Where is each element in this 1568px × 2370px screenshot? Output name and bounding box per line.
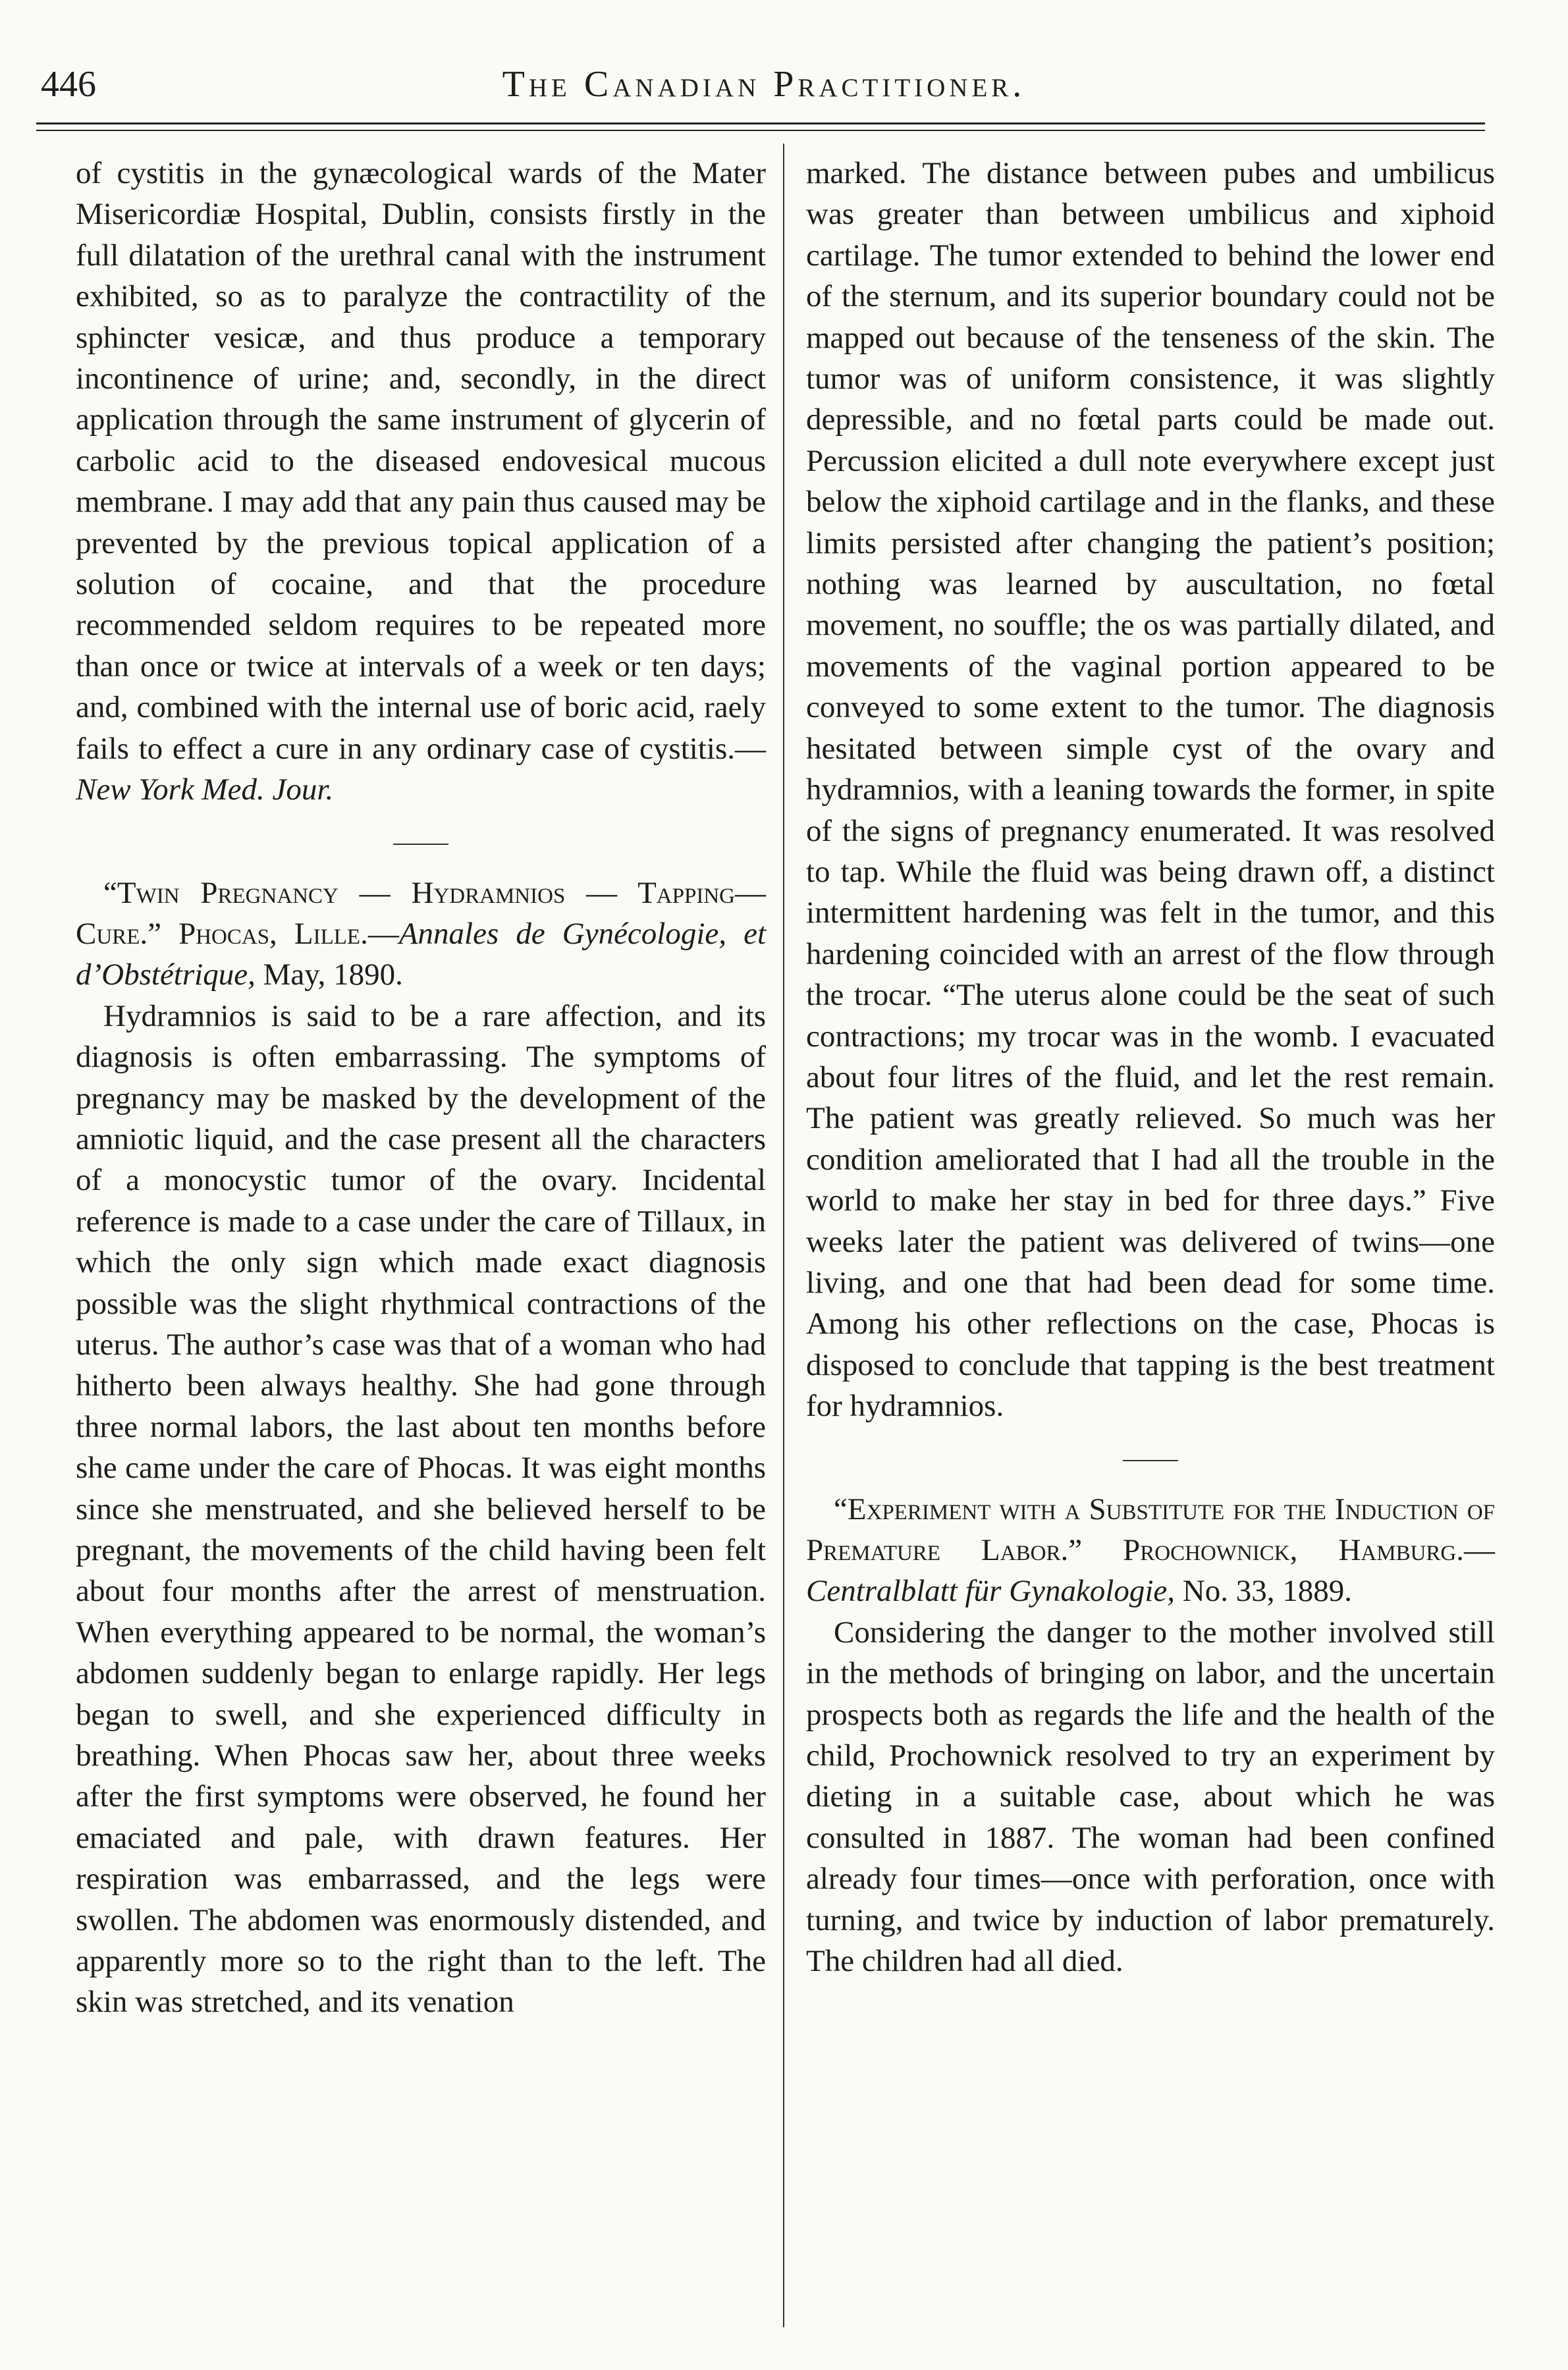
article-author: Phocas, Lille.—	[178, 916, 399, 951]
section-separator	[1123, 1460, 1178, 1461]
left-column	[76, 153, 766, 2023]
article-body-premature-labor: Considering the danger to the mother involved still in the methods of bringing on labor, and the uncertain prospects both as regards the life and the health of the child, Prochownick resolved to try an experiment by dieting in a suitable case, about which he was consulted in 1887. The woman had been confined already four times—once with perforation, once with turning, and twice by induction of labor prematurely. The children had all died.	[806, 1615, 1495, 1979]
article-date: No. 33, 1889.	[1182, 1574, 1352, 1609]
cystitis-source: New York Med. Jour.	[76, 772, 334, 807]
page-number: 446	[41, 64, 96, 105]
right-column	[806, 153, 1495, 1981]
article-title: “Experiment with a Substitute for the Induction of Premature Labor.”	[806, 1492, 1495, 1567]
article-journal: Centralblatt für Gynakologie,	[806, 1574, 1176, 1609]
header-double-rule	[36, 122, 1485, 131]
column-divider	[783, 144, 784, 2327]
cystitis-paragraph	[76, 153, 766, 811]
section-separator	[393, 844, 448, 845]
page-header	[41, 58, 1487, 111]
article-date: May, 1890.	[263, 957, 403, 992]
article-body-continued: marked. The distance between pubes and umbilicus was greater than between umbilicus and xiphoid cartilage. The tumor extended to behind the lower end of the sternum, and its superior boundary could not be mapped out because of the tenseness of the skin. The tumor was of uniform consistence, it was slightly depressible, and no fœtal parts could be made out. Percussion elicited a dull note everywhere except just below the xiphoid cartilage and in the flanks, and these limits persisted after changing the patient’s position; nothing was learned by auscultation, no fœtal movement, no souffle; the os was partially dilated, and movements of the vaginal portion appeared to be conveyed to some extent to the tumor. The diagnosis hesitated between simple cyst of the ovary and hydramnios, with a leaning towards the former, in spite of the signs of pregnancy enumerated. It was resolved to tap. While the fluid was being drawn off, a distinct intermittent hardening was felt in the tumor, and this hardening coincided with an arrest of the flow through the trocar. “The uterus alone could be the seat of such contractions; my trocar was in the womb. I evacuated about four litres of the fluid, and let the rest remain. The patient was greatly relieved. So much was her condition ameliorated that I had all the trouble in the world to make her stay in bed for three days.” Five weeks later the patient was delivered of twins—one living, and one that had been dead for some time. Among his other reflections on the case, Phocas is disposed to conclude that tapping is the best treatment for hydramnios.	[806, 156, 1495, 1424]
article-author: Prochownick, Hamburg.—	[1123, 1533, 1495, 1567]
article-body-twin-pregnancy: Hydramnios is said to be a rare affection, and its diagnosis is often embarrassing. The symptoms of pregnancy may be masked by the development of the amniotic liquid, and the case present all the characters of a monocystic tumor of the ovary. Incidental reference is made to a case under the care of Tillaux, in which the only sign which made exact diagnosis possible was the slight rhythmical contractions of the uterus. The author’s case was that of a woman who had hitherto been always healthy. She had gone through three normal labors, the last about ten months before she came under the care of Phocas. It was eight months since she menstruated, and she believed herself to be pregnant, the movements of the child having been felt about four months after the arrest of menstruation. When everything appeared to be normal, the woman’s abdomen suddenly began to enlarge rapidly. Her legs began to swell, and she experienced difficulty in breathing. When Phocas saw her, about three weeks after the first symptoms were observed, he found her emaciated and pale, with drawn features. Her respiration was embarrassed, and the legs were swollen. The abdomen was enormously distended, and apparently more so to the right than to the left. The skin was stretched, and its venation	[76, 998, 766, 2020]
article-heading-premature-labor	[806, 1489, 1495, 1612]
article-journal: Annales de Gynécologie, et d’Obstétrique,	[76, 916, 767, 992]
article-heading-twin-pregnancy	[76, 873, 766, 996]
cystitis-text: of cystitis in the gynæcological wards of the Mater Misericordiæ Hospital, Dublin, consists firstly in the full dilatation of the urethral canal with the instrument exhibited, so as to paralyze the contractility of the sphincter vesicæ, and thus produce a temporary incontinence of urine; and, secondly, in the direct application through the same instrument of glycerin of carbolic acid to the diseased endovesical mucous membrane. I may add that any pain thus caused may be prevented by the previous topical application of a solution of cocaine, and that the procedure recommended seldom requires to be repeated more than once or twice at intervals of a week or ten days; and, combined with the internal use of boric acid, raely fails to effect a cure in any ordinary case of cystitis.—	[76, 156, 766, 766]
running-title: The Canadian Practitioner.	[502, 64, 1026, 105]
article-title: “Twin Pregnancy — Hydramnios — Tapping—Cure.”	[76, 875, 766, 951]
